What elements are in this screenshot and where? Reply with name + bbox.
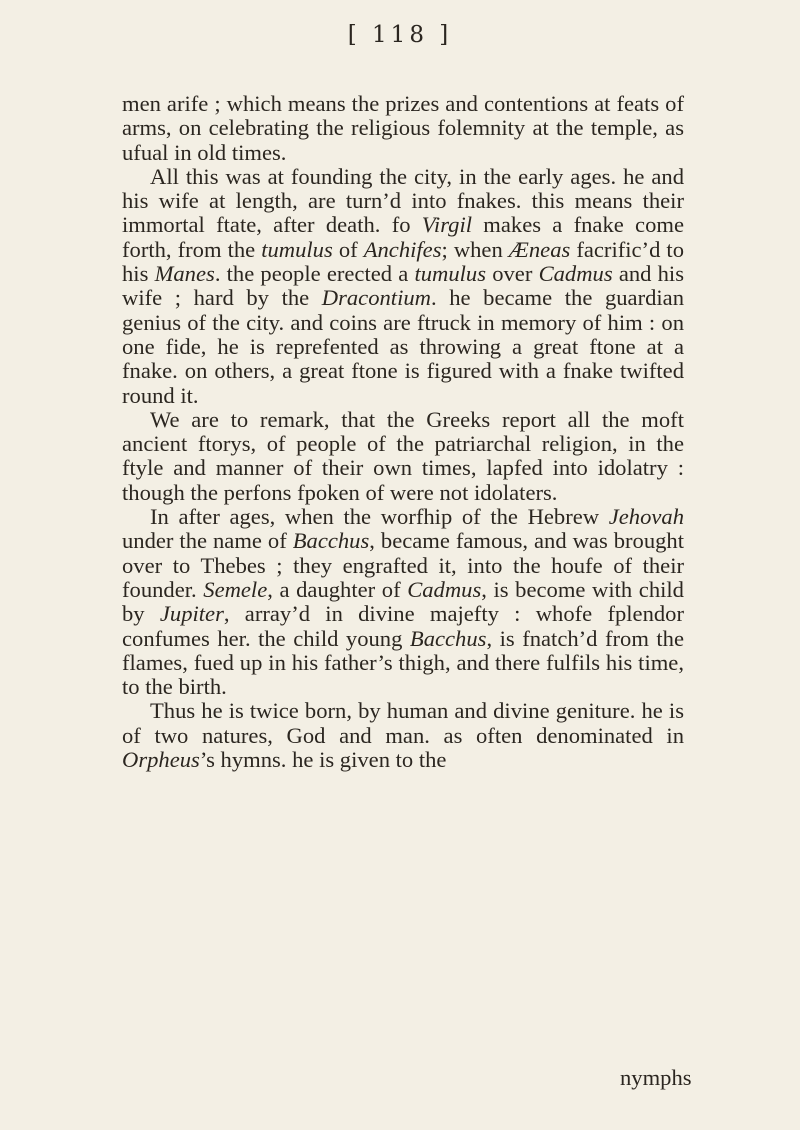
page-number: [ 118 ] <box>347 22 453 48</box>
text-run: facrific’d to his <box>122 236 684 287</box>
text-run: over <box>486 261 539 287</box>
text-run: , a daughter of <box>267 576 408 602</box>
text-run: men arife ; which means the prizes and contentions at feats of arms, on celebrating the religious folemnity at the temple, as ufual in old times. <box>122 91 684 165</box>
paragraph <box>122 408 684 505</box>
text-run: , is become with child by <box>122 576 684 627</box>
italic-text: Cadmus <box>407 576 482 602</box>
italic-text: Æneas <box>508 236 571 262</box>
italic-text: tumulus <box>261 236 333 262</box>
paragraph <box>122 92 684 165</box>
italic-text: tumulus <box>414 261 487 287</box>
body-text <box>122 92 684 772</box>
italic-text: Semele <box>203 576 268 602</box>
text-run: under the name of <box>122 528 293 554</box>
italic-text: Anchifes <box>363 236 442 262</box>
italic-text: Bacchus <box>409 625 487 651</box>
italic-text: Jupiter <box>159 601 224 627</box>
paragraph <box>122 165 684 408</box>
italic-text: Orpheus <box>122 747 200 773</box>
italic-text: Manes <box>154 261 215 287</box>
paragraph <box>122 505 684 699</box>
text-run: In after ages, when the worfhip of the Hebrew <box>150 504 609 530</box>
text-run: ; when <box>441 236 509 262</box>
text-run: . he became the guardian genius of the city. and coins are ftruck in memory of him : on one fide, he is reprefented as throwing a great ftone at a fnake. on others, a great ftone is figured with a fnake twifted round it. <box>122 285 684 408</box>
italic-text: Dracontium <box>321 285 431 311</box>
text-run: , became famous, and was brought over to Thebes ; they engrafted it, into the houfe of their founder. <box>122 528 684 602</box>
text-run: ’s hymns. he is given to the <box>199 747 447 773</box>
italic-text: Cadmus <box>538 261 613 287</box>
text-run: , array’d in divine majefty : whofe fplendor confumes her. the child young <box>122 601 684 651</box>
text-run: , is fnatch’d from the flames, fued up in his father’s thigh, and there fulfils his time, to the birth. <box>122 625 685 700</box>
italic-text: Jehovah <box>608 504 684 530</box>
text-run: We are to remark, that the Greeks report all the moft ancient ftorys, of people of the patriarchal religion, in the ftyle and manner of their own times, lapfed into idolatry : though the perfons fpoken of were not idolaters. <box>122 406 684 505</box>
text-run: All this was at founding the city, in the early ages. he and his wife at length, are turn’d into fnakes. this means their immortal ftate, after death. fo <box>122 163 684 238</box>
italic-text: Virgil <box>421 212 473 238</box>
paragraph <box>122 699 684 772</box>
text-run: of <box>332 236 364 262</box>
text-run: makes a fnake come forth, from the <box>122 212 684 262</box>
text-run: and his wife ; hard by the <box>122 261 685 311</box>
text-run: . the people erected a <box>214 261 415 287</box>
italic-text: Bacchus <box>292 528 370 554</box>
text-run: Thus he is twice born, by human and divine geniture. he is of two natures, God and man. as often denominated in <box>122 698 684 748</box>
catchword: nymphs <box>620 1065 692 1090</box>
